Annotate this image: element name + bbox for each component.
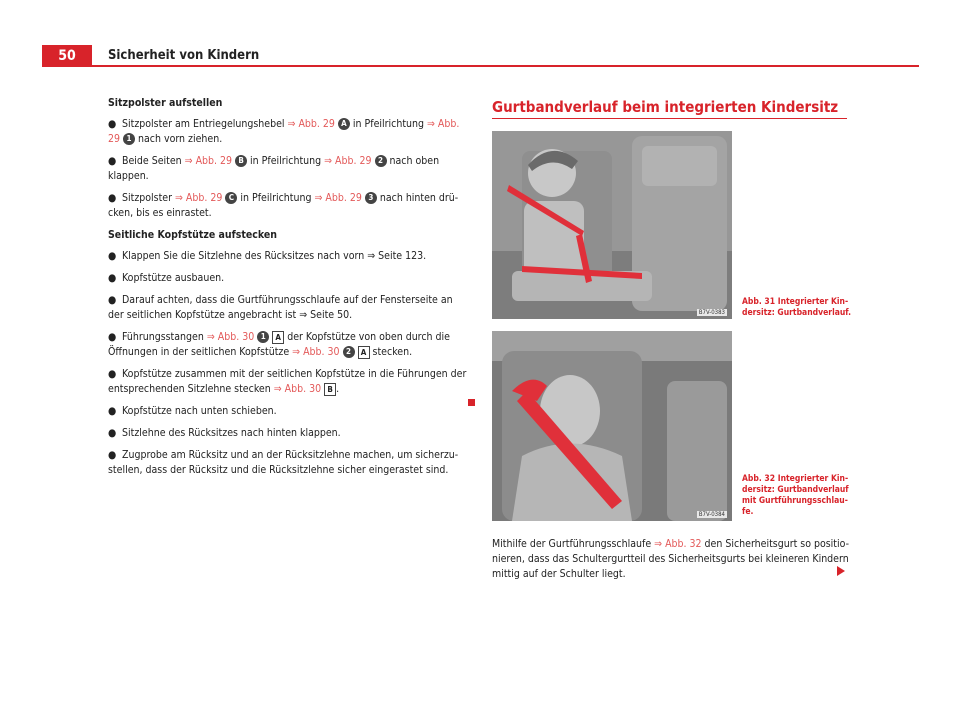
step-item: ● Beide Seiten ⇒ Abb. 29 B in Pfeilrichtung ⇒ Abb. 29 2 nach oben klappen. [108, 155, 440, 182]
step-item: ● Sitzlehne des Rücksitzes nach hinten klappen. [108, 427, 341, 439]
title-rule [492, 118, 847, 119]
marker-square: A [272, 331, 284, 344]
step-item: ● Sitzpolster am Entriegelungshebel ⇒ Abb. 29 A in Pfeilrichtung ⇒ Abb. 29 1 nach vorn ziehen. [108, 118, 460, 145]
marker-badge: 2 [343, 346, 355, 358]
figure-code: B7V-0383 [698, 309, 725, 316]
step-item: ● Kopfstütze ausbauen. [108, 272, 225, 284]
step-item: ● Klappen Sie die Sitzlehne des Rücksitzes nach vorn ⇒ Seite 123. [108, 250, 427, 262]
marker-badge: C [225, 192, 237, 204]
figure-link[interactable]: ⇒ Abb. 29 [314, 192, 362, 204]
marker-badge: 3 [365, 192, 377, 204]
figure-32-image [492, 331, 732, 521]
figure-link[interactable]: ⇒ Abb. 30 [292, 346, 340, 358]
step-item: ● Kopfstütze nach unten schieben. [108, 405, 277, 417]
body-paragraph: Mithilfe der Gurtführungsschlaufe ⇒ Abb. 32 den Sicherheitsgurt so positio-nieren, dass das Schultergurtteil des Sicherheitsgurts bei kleineren Kindern mittig auf der Schulter liegt. [492, 538, 850, 580]
figure-32-caption: Abb. 32 Integrierter Kin-dersitz: Gurtbandverlauf mit Gurtführungsschlau-fe. [742, 474, 849, 517]
figure-31-caption: Abb. 31 Integrierter Kin-dersitz: Gurtbandverlauf. [742, 297, 852, 318]
step-item: ● Darauf achten, dass die Gurtführungsschlaufe auf der Fensterseite an der seitlichen Kopfstütze angebracht ist ⇒ Seite 50. [108, 294, 453, 321]
figure-link[interactable]: ⇒ Abb. 30 [273, 383, 322, 395]
figure-link[interactable]: ⇒ Abb. 29 [175, 192, 223, 204]
figure-link[interactable]: ⇒ Abb. 29 [287, 118, 335, 130]
section-heading: Seitliche Kopfstütze aufstecken [108, 229, 278, 241]
chapter-title: Sicherheit von Kindern [108, 48, 260, 63]
figure-31-image [492, 131, 732, 319]
child-seat-belt-illustration [492, 131, 732, 319]
figure-link[interactable]: ⇒ Abb. 29 [108, 118, 460, 145]
marker-badge: A [338, 118, 350, 130]
marker-badge: 1 [257, 331, 269, 343]
header-rule [92, 65, 919, 67]
section-title: Gurtbandverlauf beim integrierten Kindersitz [492, 98, 839, 116]
marker-badge: 1 [123, 133, 135, 145]
figure-link[interactable]: ⇒ Abb. 29 [184, 155, 233, 167]
marker-badge: 2 [375, 155, 387, 167]
marker-badge: B [235, 155, 247, 167]
marker-square: B [324, 383, 336, 396]
figure-code: B7V-0384 [698, 511, 725, 518]
figure-link[interactable]: ⇒ Abb. 29 [324, 155, 372, 167]
continue-arrow-icon [837, 566, 845, 576]
step-item: ● Führungsstangen ⇒ Abb. 30 1 A der Kopfstütze von oben durch die Öffnungen in der seitlichen Kopfstütze ⇒ Abb. 30 2 A stecken. [108, 331, 450, 358]
step-item: ● Sitzpolster ⇒ Abb. 29 C in Pfeilrichtung ⇒ Abb. 29 3 nach hinten drü-cken, bis es einrastet. [108, 192, 459, 219]
section-heading: Sitzpolster aufstellen [108, 97, 223, 109]
child-seat-belt-guide-illustration [492, 331, 732, 521]
section-end-marker [468, 399, 475, 406]
figure-link[interactable]: ⇒ Abb. 32 [654, 538, 702, 550]
marker-square: A [358, 346, 370, 359]
page-number: 50 [42, 45, 92, 67]
left-column [108, 96, 468, 485]
step-item: ● Kopfstütze zusammen mit der seitlichen Kopfstütze in die Führungen der entsprechenden Sitzlehne stecken ⇒ Abb. 30 B . [108, 368, 467, 395]
figure-link[interactable]: ⇒ Abb. 30 [206, 331, 255, 343]
step-item: ● Zugprobe am Rücksitz und an der Rücksitzlehne machen, um sicherzu-stellen, dass der Rücksitz und die Rücksitzlehne sicher eingerastet sind. [108, 449, 459, 476]
